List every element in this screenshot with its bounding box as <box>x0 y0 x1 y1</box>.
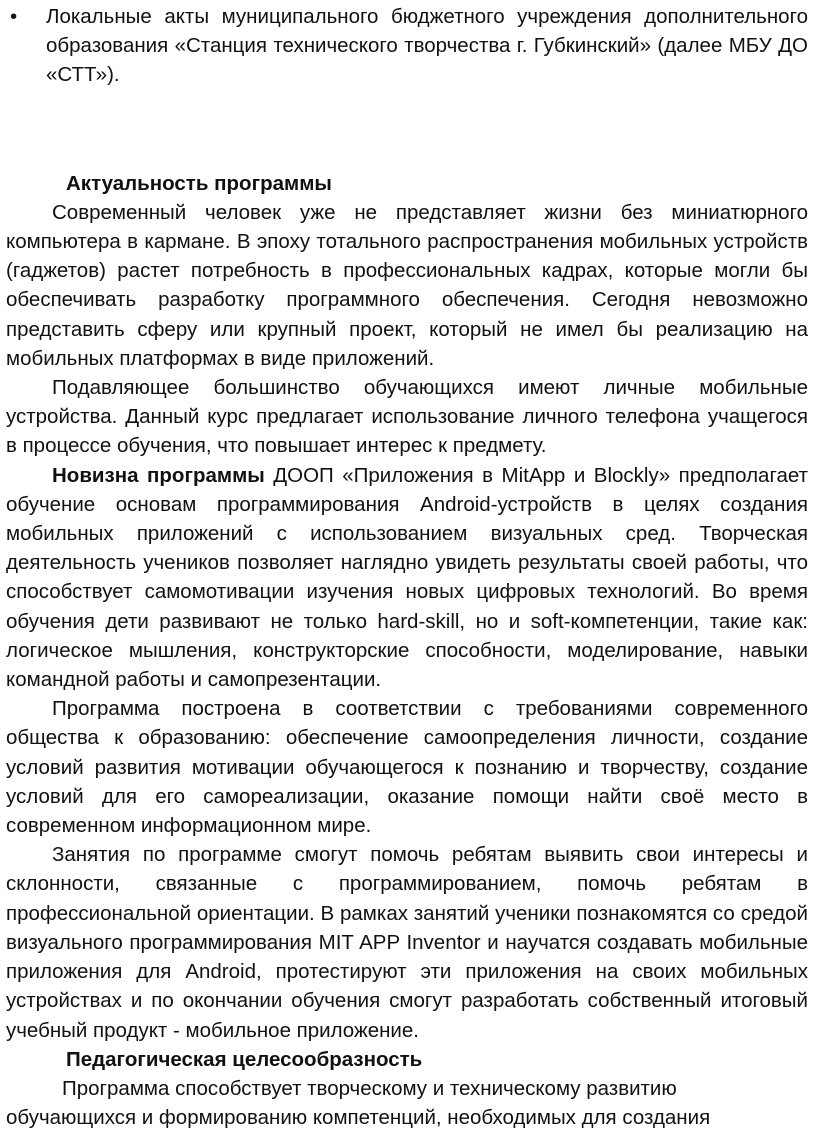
paragraph-pedagogy-line-1: Программа способствует творческому и техническому развитию <box>62 1076 677 1100</box>
paragraph-relevance-1: Современный человек уже не представляет жизни без миниатюрного компьютера в кармане. В эпоху тотального распространения мобильных устройств (гаджетов) растет потребность в профессиональных кадрах, которые могли бы обеспечивать разработку программного обеспечения. Сегодня невозможно представить сферу или крупный проект, который не имел бы реализацию на мобильных платформах в виде приложений. <box>6 200 808 370</box>
heading-relevance: Актуальность программы <box>66 171 332 195</box>
paragraph-society-requirements: Программа построена в соответствии с требованиями современного общества к образованию: обеспечение самоопределения личности, создание условий развития мотивации обучающегося к познанию и творчеству, создание условий для его самореализации, оказание помощи найти своё место в современном информационном мире. <box>6 697 808 838</box>
bullet-item-local-acts <box>6 2 808 90</box>
novelty-label: Новизна программы <box>52 463 265 487</box>
paragraph-pedagogy-line-2: обучающихся и формированию компетенций, необходимых для создания <box>6 1106 711 1130</box>
bullet-text: Локальные акты муниципального бюджетного учреждения дополнительного образования «Станция технического творчества г. Губкинский» (далее МБУ ДО «СТТ»). <box>46 5 808 87</box>
paragraph-classes: Занятия по программе смогут помочь ребятам выявить свои интересы и склонности, связанные с программированием, помочь ребятам в профессиональной ориентации. В рамках занятий ученики познакомятся со средой визуального программирования MIT APP Inventor и научатся создавать мобильные приложения для Android, протестируют эти приложения на своих мобильных устройствах и по окончании обучения смогут разработать собственный итоговый учебный продукт - мобильное приложение. <box>6 843 808 1042</box>
heading-pedagogy: Педагогическая целесообразность <box>66 1047 423 1071</box>
paragraph-relevance-2: Подавляющее большинство обучающихся имеют личные мобильные устройства. Данный курс предлагает использование личного телефона учащегося в процессе обучения, что повышает интерес к предмету. <box>6 376 808 458</box>
novelty-text: ДООП «Приложения в MitApp и Blockly» предполагает обучение основам программирования Android-устройств в целях создания мобильных приложений с использованием визуальных сред. Творческая деятельность учеников позволяет наглядно увидеть результаты своей работы, что способствует самомотивации изучения новых цифровых технологий. Во время обучения дети развивают не только hard-skill, но и soft-компетенции, такие как: логическое мышления, конструкторские способности, моделирование, навыки командной работы и самопрезентации. <box>6 463 808 692</box>
vertical-spacer <box>6 90 808 169</box>
bullet-icon: • <box>10 5 18 28</box>
paragraph-novelty <box>6 461 808 695</box>
